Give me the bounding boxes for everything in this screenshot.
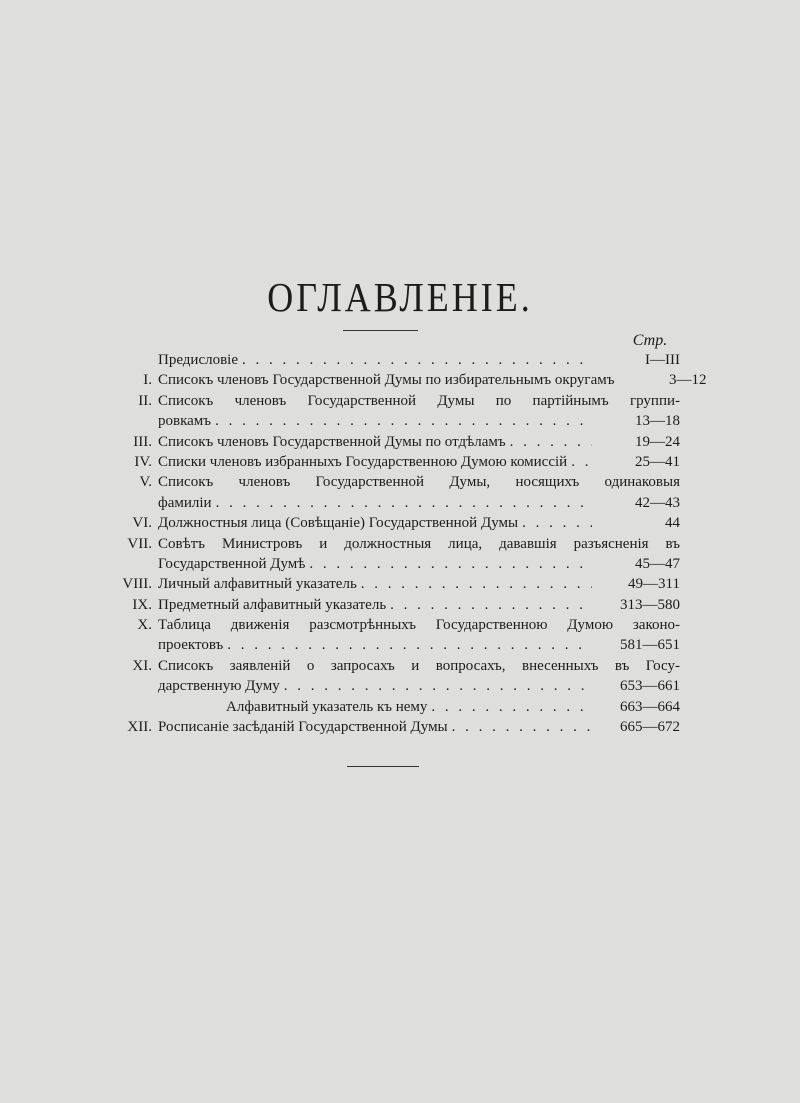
entry-number: VIII. bbox=[122, 576, 152, 593]
dot-leader bbox=[510, 432, 592, 452]
entry-pages: 13—18 bbox=[635, 413, 680, 430]
entry-title: Списокъ членовъ Государственной Думы по избирательнымъ округамъ bbox=[158, 372, 615, 389]
entry-number: V. bbox=[139, 474, 152, 491]
toc-entry-line bbox=[100, 656, 680, 676]
toc-entry-line bbox=[100, 595, 680, 615]
toc-entry bbox=[158, 595, 680, 615]
entry-pages: 44 bbox=[665, 515, 680, 532]
dot-leader bbox=[571, 452, 592, 472]
toc-entry bbox=[158, 717, 680, 737]
dot-leader bbox=[215, 411, 592, 431]
page-column-header: Стр. bbox=[632, 332, 668, 349]
entry-title: Личный алфавитный указатель bbox=[158, 576, 357, 593]
toc-entry-line bbox=[100, 432, 680, 452]
entry-number: II. bbox=[138, 392, 152, 409]
entry-pages: 19—24 bbox=[635, 433, 680, 450]
entry-pages: 45—47 bbox=[635, 555, 680, 572]
toc-entry bbox=[226, 697, 680, 717]
entry-number: VII. bbox=[127, 535, 152, 552]
entry-title: Предисловіе bbox=[158, 352, 239, 368]
dot-leader bbox=[309, 554, 592, 574]
toc-entry-line bbox=[100, 493, 680, 513]
entry-title: проектовъ bbox=[158, 637, 224, 654]
toc-entry bbox=[158, 452, 680, 472]
dot-leader bbox=[242, 350, 592, 370]
toc-entry-line bbox=[100, 574, 680, 594]
toc-entry-line bbox=[100, 513, 680, 533]
dot-leader bbox=[284, 676, 592, 696]
toc-entry bbox=[158, 370, 707, 390]
dot-leader bbox=[216, 493, 592, 513]
toc-entry bbox=[158, 513, 680, 533]
dot-leader bbox=[227, 635, 592, 655]
page-title: ОГЛАВЛЕНІЕ. bbox=[267, 274, 533, 320]
entry-title: Государственной Думѣ bbox=[158, 555, 306, 572]
entry-title: ровкамъ bbox=[158, 413, 212, 430]
entry-number: IV. bbox=[134, 453, 152, 470]
toc-entry-line bbox=[100, 452, 680, 472]
dot-leader bbox=[522, 513, 592, 533]
entry-title: Должностныя лица (Совѣщаніе) Государственной Думы bbox=[158, 515, 519, 532]
table-of-contents bbox=[100, 350, 707, 737]
toc-entry bbox=[158, 493, 680, 513]
dot-leader bbox=[431, 697, 592, 717]
dot-leader bbox=[390, 595, 592, 615]
toc-entry-line bbox=[100, 615, 680, 635]
toc-entry bbox=[158, 676, 680, 696]
toc-entry-line bbox=[100, 370, 707, 390]
toc-entry-line bbox=[100, 350, 680, 370]
toc-entry bbox=[158, 411, 680, 431]
entry-title-line: Таблица движенія разсмотрѣнныхъ Государственною Думою законо- bbox=[158, 617, 680, 634]
dot-leader bbox=[361, 574, 592, 594]
entry-title: дарственную Думу bbox=[158, 678, 280, 695]
toc-entry-line bbox=[100, 391, 680, 411]
entry-pages: 313—580 bbox=[620, 596, 680, 613]
toc-entry-line bbox=[100, 534, 680, 554]
closing-divider bbox=[347, 766, 419, 767]
entry-title-line: Совѣтъ Министровъ и должностныя лица, дававшія разъясненія въ bbox=[158, 535, 680, 552]
entry-title-line: Списокъ членовъ Государственной Думы по партійнымъ группи- bbox=[158, 392, 680, 409]
toc-entry bbox=[158, 350, 680, 370]
entry-number: XI. bbox=[132, 657, 152, 674]
toc-entry bbox=[158, 574, 680, 594]
toc-entry bbox=[158, 635, 680, 655]
entry-number: I. bbox=[143, 372, 152, 389]
entry-pages: I—III bbox=[645, 352, 680, 368]
entry-title-line: Списокъ заявленій о запросахъ и вопросахъ, внесенныхъ въ Госу- bbox=[158, 657, 680, 674]
entry-pages: 42—43 bbox=[635, 494, 680, 511]
entry-title: Предметный алфавитный указатель bbox=[158, 596, 387, 613]
toc-entry-line bbox=[100, 411, 680, 431]
entry-pages: 663—664 bbox=[620, 698, 680, 715]
toc-entry-line bbox=[100, 717, 680, 737]
toc-entry-line bbox=[100, 697, 680, 717]
entry-pages: 665—672 bbox=[620, 719, 680, 736]
entry-title: Алфавитный указатель къ нему bbox=[226, 698, 428, 715]
entry-number: IX. bbox=[132, 596, 152, 613]
entry-number: X. bbox=[137, 617, 152, 634]
entry-title-line: Списокъ членовъ Государственной Думы, носящихъ одинаковыя bbox=[158, 474, 680, 491]
toc-entry-line bbox=[100, 472, 680, 492]
entry-pages: 25—41 bbox=[635, 453, 680, 470]
entry-title: Росписаніе засѣданій Государственной Думы bbox=[158, 719, 448, 736]
toc-entry bbox=[158, 554, 680, 574]
entry-title: Списокъ членовъ Государственной Думы по отдѣламъ bbox=[158, 433, 506, 450]
toc-entry-line bbox=[100, 554, 680, 574]
entry-pages: 3—12 bbox=[668, 372, 707, 389]
entry-number: VI. bbox=[132, 515, 152, 532]
dot-leader bbox=[452, 717, 592, 737]
toc-entry bbox=[158, 432, 680, 452]
entry-pages: 49—311 bbox=[628, 576, 680, 593]
toc-entry-line bbox=[100, 635, 680, 655]
title-divider bbox=[343, 330, 418, 331]
entry-number: III. bbox=[133, 433, 152, 450]
toc-entry-line bbox=[100, 676, 680, 696]
entry-pages: 653—661 bbox=[620, 678, 680, 695]
entry-pages: 581—651 bbox=[620, 637, 680, 654]
entry-title: Списки членовъ избранныхъ Государственною Думою комиссій bbox=[158, 453, 568, 470]
entry-title: фамиліи bbox=[158, 494, 212, 511]
entry-number: XII. bbox=[127, 719, 152, 736]
